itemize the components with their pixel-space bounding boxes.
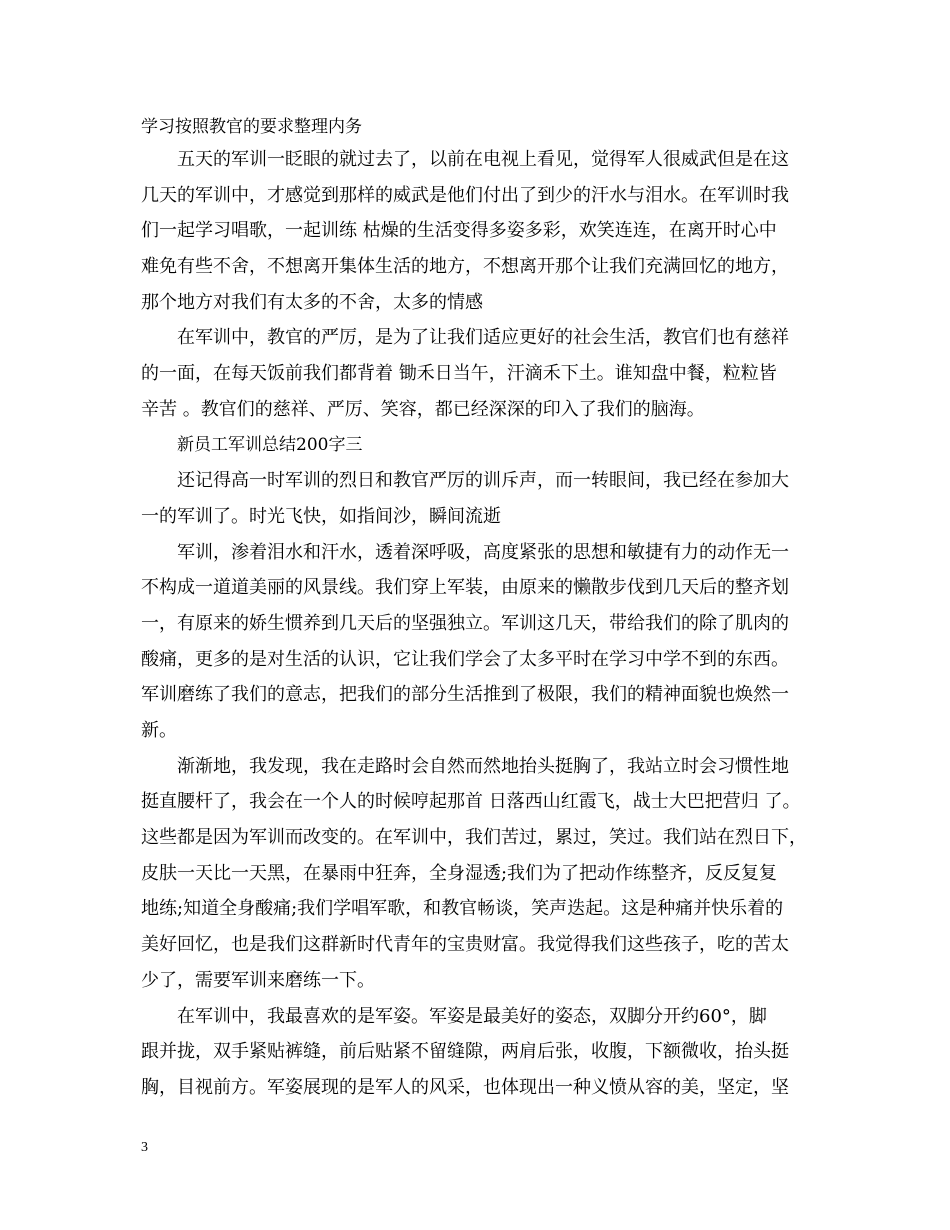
paragraph-start-line: 在军训中，教官的严厉，是为了让我们适应更好的社会生活，教官们也有慈祥 xyxy=(177,327,789,349)
text-line: 少了，需要军训来磨练一下。 xyxy=(141,969,375,991)
text-line: 几天的军训中，才感觉到那样的威武是他们付出了到少的汗水与泪水。在军训时我 xyxy=(141,184,789,206)
text-line: 地练;知道全身酸痛;我们学唱军歌，和教官畅谈，笑声迭起。这是种痛并快乐着的 xyxy=(141,898,784,920)
text-line: 不构成一道道美丽的风景线。我们穿上军装，由原来的懒散步伐到几天后的整齐划 xyxy=(141,577,789,599)
text-line: 跟并拢，双手紧贴裤缝，前后贴紧不留缝隙，两肩后张，收腹，下额微收，抬头挺 xyxy=(141,1041,789,1063)
text-line: 皮肤一天比一天黑，在暴雨中狂奔，全身湿透;我们为了把动作练整齐，反反复复 xyxy=(141,862,778,884)
text-line: 一的军训了。时光飞快，如指间沙，瞬间流逝 xyxy=(141,505,501,527)
document-body xyxy=(141,112,813,1106)
text-line: 难免有些不舍，不想离开集体生活的地方，不想离开那个让我们充满回忆的地方， xyxy=(141,256,789,278)
text-line: 一，有原来的娇生惯养到几天后的坚强独立。军训这几天，带给我们的除了肌肉的 xyxy=(141,612,789,634)
section-heading: 新员工军训总结200字三 xyxy=(177,434,363,455)
text-line: 那个地方对我们有太多的不舍，太多的情感 xyxy=(141,291,483,313)
text-line: 们一起学习唱歌，一起训练 枯燥的生活变得多姿多彩，欢笑连连，在离开时心中 xyxy=(141,220,777,242)
text-line: 挺直腰杆了，我会在一个人的时候哼起那首 日落西山红霞飞，战士大巴把营归 了。 xyxy=(141,791,801,813)
text-line: 军训磨练了我们的意志，把我们的部分生活推到了极限，我们的精神面貌也焕然一 xyxy=(141,684,789,706)
paragraph-start-line: 在军训中，我最喜欢的是军姿。军姿是最美好的姿态，双脚分开约60°，脚 xyxy=(177,1005,767,1027)
text-line: 新。 xyxy=(141,720,177,741)
text-line: 辛苦 。教官们的慈祥、严厉、笑容，都已经深深的印入了我们的脑海。 xyxy=(141,398,705,420)
text-line: 的一面，在每天饭前我们都背着 锄禾日当午，汗滴禾下土。谁知盘中餐，粒粒皆 xyxy=(141,363,777,385)
text-line: 美好回忆，也是我们这群新时代青年的宝贵财富。我觉得我们这些孩子，吃的苦太 xyxy=(141,934,789,956)
text-line: 学习按照教官的要求整理内务 xyxy=(141,117,362,137)
page-number: 3 xyxy=(141,1140,148,1155)
paragraph-start-line: 五天的军训一眨眼的就过去了，以前在电视上看见，觉得军人很威武但是在这 xyxy=(177,149,789,170)
paragraph-start-line: 还记得高一时军训的烈日和教官严厉的训斥声，而一转眼间，我已经在参加大 xyxy=(177,470,789,492)
text-line: 这些都是因为军训而改变的。在军训中，我们苦过，累过，笑过。我们站在烈日下， xyxy=(141,827,807,849)
paragraph-start-line: 渐渐地，我发现，我在走路时会自然而然地抬头挺胸了，我站立时会习惯性地 xyxy=(177,755,789,777)
text-line: 酸痛，更多的是对生活的认识，它让我们学会了太多平时在学习中学不到的东西。 xyxy=(141,648,789,670)
paragraph-start-line: 军训，渗着泪水和汗水，透着深呼吸，高度紧张的思想和敏捷有力的动作无一 xyxy=(177,541,789,563)
text-line: 胸，目视前方。军姿展现的是军人的风采，也体现出一种义愤从容的美，坚定，坚 xyxy=(141,1076,789,1098)
